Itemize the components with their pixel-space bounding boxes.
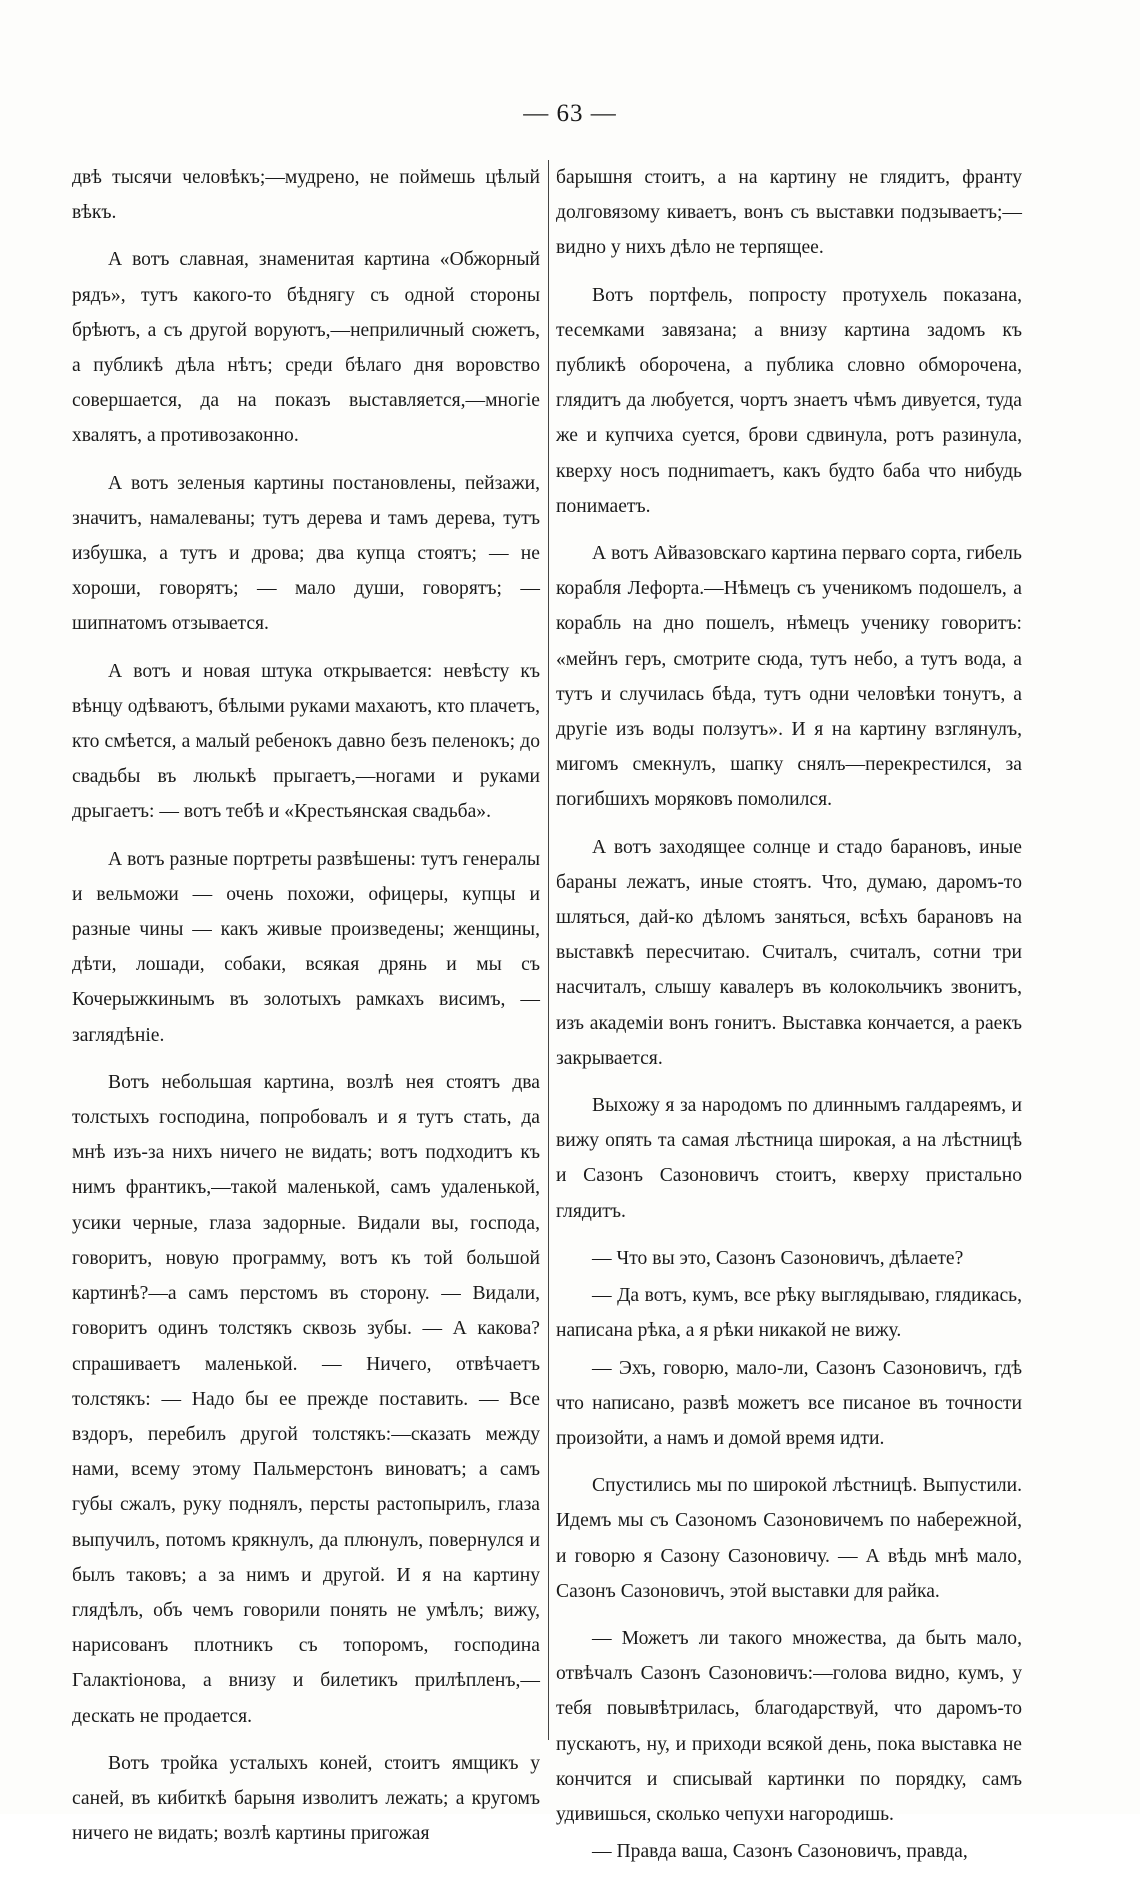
paragraph: А вотъ и новая штука открывается: невѣсту къ вѣнцу одѣваютъ, бѣлыми руками махаютъ, кто плачетъ, кто смѣется, а малый ребенокъ давно безъ пеленокъ; до свадьбы въ люлькѣ прыгаетъ,—ногами и руками дрыгаетъ: — вотъ тебѣ и «Крестьянская свадьба».	[72, 660, 540, 823]
right-column	[556, 160, 1022, 1881]
dialogue-line: — Да вотъ, кумъ, все рѣку выглядываю, глядикась, написана рѣка, а я рѣки никакой не вижу.	[556, 1285, 1022, 1342]
dialogue-line: — Эхъ, говорю, мало-ли, Сазонъ Сазоновичъ, гдѣ что написано, развѣ можетъ все писаное въ точности произойти, а намъ и домой время идти.	[556, 1357, 1022, 1449]
dialogue-line: — Что вы это, Сазонъ Сазоновичъ, дѣлаете?	[592, 1247, 964, 1269]
paragraph: Вотъ небольшая картина, возлѣ нея стоятъ два толстыхъ господина, попробовалъ и я тутъ стать, да мнѣ изъ-за нихъ ничего не видать; вотъ подходитъ къ нимъ франтикъ,—такой маленькой, самъ удаленькой, усики черные, глаза задорные. Видали вы, господа, говоритъ, новую программу, вотъ къ той большой картинѣ?—а самъ перстомъ въ сторону. — Видали, говоритъ одинъ толстякъ сквозь зубы. — А какова? спрашиваетъ маленькой. — Ничего, отвѣчаетъ толстякъ: — Надо бы ее прежде поставить. — Все вздоръ, перебилъ другой толстякъ:—сказать между нами, всему этому Пальмерстонъ виноватъ; а самъ губы сжалъ, руку поднялъ, персты растопырилъ, глаза выпучилъ, потомъ крякнулъ, да плюнулъ, повернулся и былъ таковъ; а за нимъ и другой. И я на картину глядѣлъ, объ чемъ говорили понять не умѣлъ; вижу, нарисованъ плотникъ съ топоромъ, господина Галактіонова, а внизу и билетикъ прилѣпленъ,—дескать не продается.	[72, 1071, 540, 1727]
paragraph: А вотъ Айвазовскаго картина перваго сорта, гибель корабля Лефорта.—Нѣмецъ съ ученикомъ подошелъ, а корабль на дно пошелъ, нѣмецъ ученику говоритъ: «мейнъ геръ, смотрите сюда, тутъ небо, а тутъ вода, а тутъ и случилась бѣда, тутъ одни человѣки тонутъ, а другіе изъ воды ползутъ». И я на картину взглянулъ, мигомъ смекнулъ, шапку снялъ—перекрестился, за погибшихъ моряковъ помолился.	[556, 543, 1022, 811]
paragraph: Вотъ тройка усталыхъ коней, стоитъ ямщикъ у саней, въ кибиткѣ барыня изволитъ лежать; а кругомъ ничего не видать; возлѣ картины пригожая	[72, 1752, 540, 1845]
paragraph: А вотъ зеленыя картины постановлены, пейзажи, значитъ, намалеваны; тутъ дерева и тамъ дерева, тутъ избушка, а тутъ и дрова; два купца стоятъ; — не хороши, говорятъ; — мало души, говорятъ; — шипнатомъ отзывается.	[72, 472, 540, 635]
paragraph: Спустились мы по широкой лѣстницѣ. Выпустили. Идемъ мы съ Сазономъ Сазоновичемъ по набережной, и говорю я Сазону Сазоновичу. — А вѣдь мнѣ мало, Сазонъ Сазоновичъ, этой выставки для райка.	[556, 1475, 1022, 1602]
paragraph: А вотъ разные портреты развѣшены: тутъ генералы и вельможи — очень похожи, офицеры, купцы и разные чины — какъ живые произведены; женщины, дѣти, лошади, собаки, всякая дрянь и мы съ Кочерыжкинымъ въ золотыхъ рамкахъ висимъ, — заглядѣніе.	[72, 848, 540, 1046]
column-divider	[548, 160, 549, 1740]
paragraph: барышня стоитъ, а на картину не глядитъ, франту долговязому киваетъ, вонъ съ выставки подзываетъ;—видно у нихъ дѣло не терпящее.	[556, 167, 1022, 259]
dialogue-line: — Правда ваша, Сазонъ Сазоновичъ, правда,	[592, 1841, 968, 1863]
paragraph: А вотъ заходящее солнце и стадо барановъ, иные бараны лежатъ, иные стоятъ. Что, думаю, даромъ-то шляться, дай-ко дѣломъ заняться, всѣхъ барановъ на выставкѣ пересчитаю. Считалъ, считалъ, сотни три насчиталъ, слышу кавалеръ въ колокольчикъ звонитъ, изъ академіи вонъ гонитъ. Выставка кончается, а раекъ закрывается.	[556, 836, 1022, 1069]
paragraph: Вотъ портфель, попросту протухель показана, тесемками завязана; а внизу картина задомъ къ публикѣ оборочена, а публика словно обморочена, глядитъ да любуется, чортъ знаетъ чѣмъ дивуется, туда же и купчиха суется, брови сдвинула, ротъ разинула, кверху носъ подниmаетъ, какъ будто баба что нибудь понимаетъ.	[556, 284, 1022, 517]
paragraph: Выхожу я за народомъ по длиннымъ галдареямъ, и вижу опять та самая лѣстница широкая, а на лѣстницѣ и Сазонъ Сазоновичъ стоитъ, кверху пристально глядитъ.	[556, 1095, 1022, 1222]
page-number: — 63 —	[523, 100, 617, 127]
paragraph: двѣ тысячи человѣкъ;—мудрено, не поймешь цѣлый вѣкъ.	[72, 167, 540, 224]
left-column	[72, 160, 540, 1863]
dialogue-line: — Можетъ ли такого множества, да быть мало, отвѣчалъ Сазонъ Сазоновичъ:—голова видно, кумъ, у тебя повывѣтрилась, благодарствуй, что даромъ-то пускаютъ, ну, и приходи всякой день, пока выставка не кончится и списывай картинки по порядку, самъ удивишься, сколько чепухи нагородишь.	[556, 1627, 1022, 1825]
paragraph: А вотъ славная, знаменитая картина «Обжорный рядъ», тутъ какого-то бѣднягу съ одной стороны брѣютъ, а съ другой воруютъ,—неприличный сюжетъ, а публикѣ дѣла нѣтъ; среди бѣлаго дня воровство совершается, да на показъ выставляется,—многіе хвалятъ, а противозаконно.	[72, 249, 540, 447]
